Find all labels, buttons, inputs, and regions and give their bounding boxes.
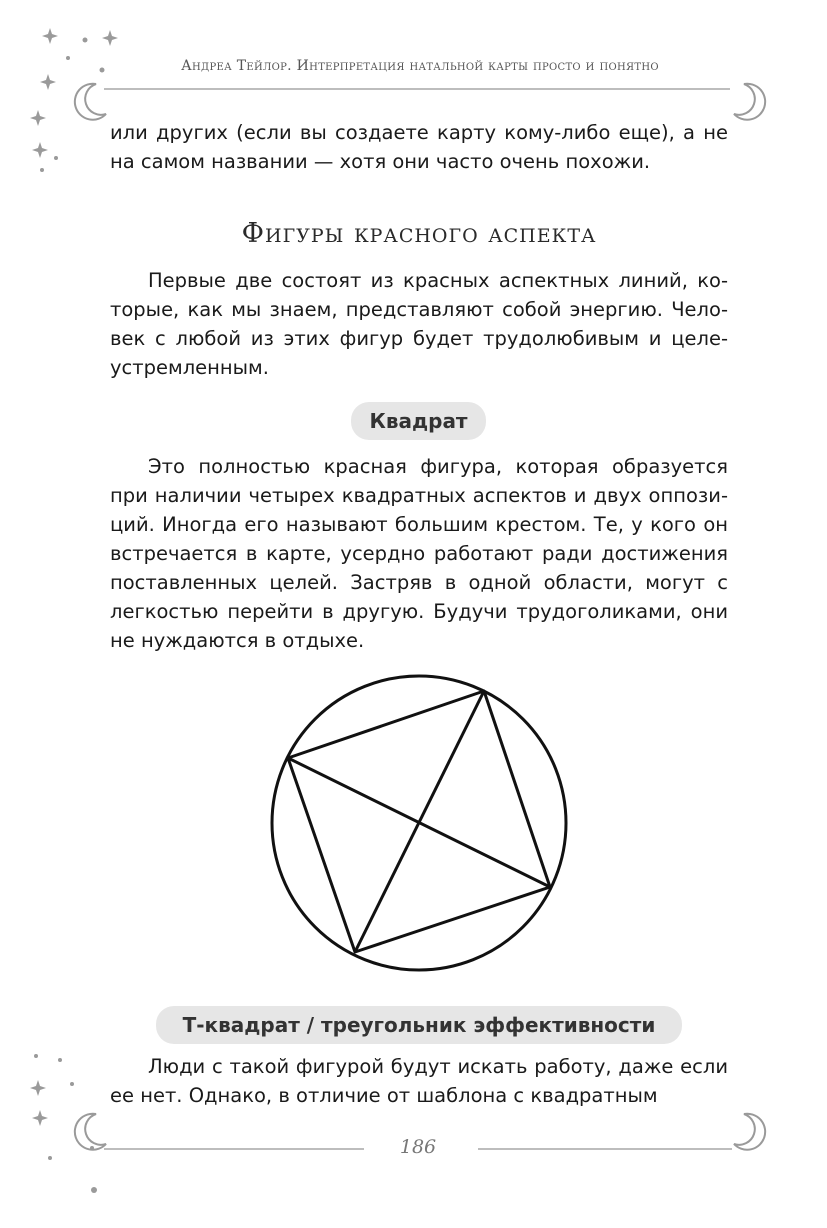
star-icon <box>30 110 46 126</box>
star-icon <box>102 30 118 46</box>
square-paragraph: Это полностью красная фигура, которая образуется при наличии четырех квадратных аспектов и двух оппозиций. Иногда его называют большим крестом. Те, у кого он встречается в карте, усердно работают ради достижения поставленных целей. Застряв в одной области, могут с легкостью перейти в другую. Будучи трудоголиками, они не нуждаются в отдыхе. <box>110 455 728 652</box>
page-number: 186 <box>399 1136 437 1158</box>
star-icon <box>40 74 56 90</box>
crescent-moon-icon <box>730 1110 774 1154</box>
star-icon <box>30 1080 46 1096</box>
intro-paragraph: или других (если вы создаете карту кому-либо еще), а не на самом названии — хотя они часто очень похожи. <box>110 121 728 173</box>
crescent-moon-icon <box>66 80 110 124</box>
footer-rule-left <box>104 1148 364 1150</box>
running-header: Андреа Тейлор. Интерпретация натальной карты просто и понятно <box>181 58 659 74</box>
t-square-paragraph: Люди с такой фигурой будут искать работу, даже если ее нет. Однако, в отличие от шаблона с квадратным <box>110 1055 728 1107</box>
star-icon <box>32 1110 48 1126</box>
grand-cross-diagram <box>268 670 574 976</box>
section-title: Фигуры красного аспекта <box>241 218 597 249</box>
crescent-moon-icon <box>730 80 774 124</box>
section-paragraph: Первые две состоят из красных аспектных линий, которые, как мы знаем, представляют собой энергию. Человек с любой из этих фигур будет трудолюбивым и целеустремленным. <box>110 269 728 379</box>
header-rule <box>104 88 730 90</box>
footer-rule-right <box>478 1148 732 1150</box>
star-icon <box>42 28 58 44</box>
t-square-heading: Т-квадрат / треугольник эффективности <box>156 1006 682 1044</box>
square-heading: Квадрат <box>351 402 486 440</box>
star-icon <box>32 142 48 158</box>
